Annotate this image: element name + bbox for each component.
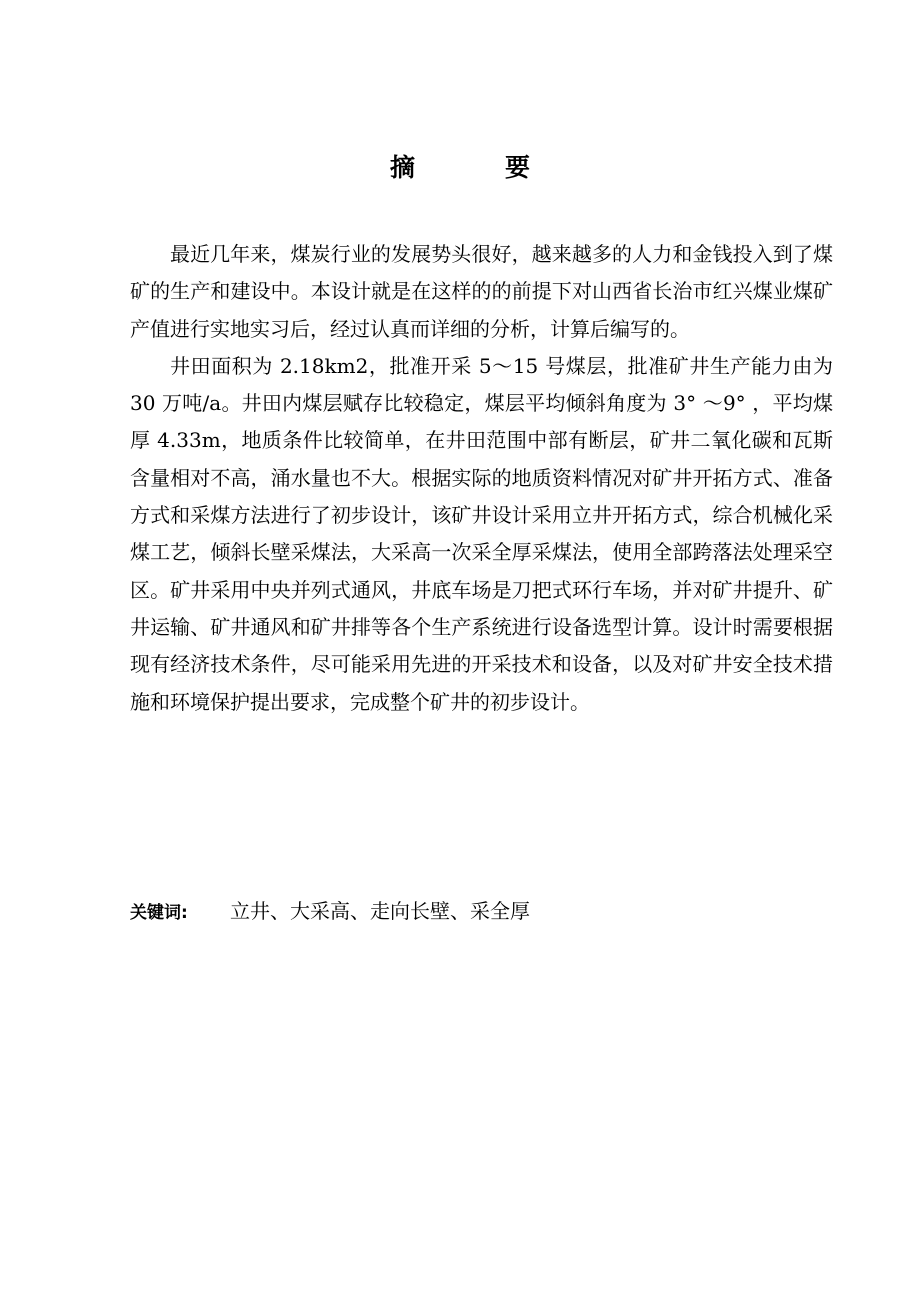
keywords-label: 关键词: <box>130 903 188 923</box>
abstract-title <box>0 150 920 186</box>
abstract-paragraph-2: 井田面积为 2.18km2，批准开采 5～15 号煤层，批准矿井生产能力由为 30 万吨/a。井田内煤层赋存比较稳定，煤层平均倾斜角度为 3° ～9° ，平均煤厚 4.33m，地质条件比较简单，在井田范围中部有断层，矿井二氧化碳和瓦斯含量相对不高，涌水量也不大。根据实际的地质资料情况对矿井开拓方式、准备方式和采煤方法进行了初步设计，该矿井设计采用立井开拓方式，综合机械化采煤工艺，倾斜长壁采煤法，大采高一次采全厚采煤法，使用全部跨落法处理采空区。矿井采用中央并列式通风，井底车场是刀把式环行车场，并对矿井提升、矿井运输、矿井通风和矿井排等各个生产系统进行设备选型计算。设计时需要根据现有经济技术条件，尽可能采用先进的开采技术和设备，以及对矿井安全技术措施和环境保护提出要求，完成整个矿井的初步设计。 <box>130 353 833 714</box>
abstract-body <box>130 236 833 721</box>
abstract-title-char-1: 摘 <box>389 153 415 182</box>
abstract-title-char-2: 要 <box>505 153 531 182</box>
keywords-line <box>130 893 833 931</box>
abstract-paragraph-1: 最近几年来，煤炭行业的发展势头很好，越来越多的人力和金钱投入到了煤矿的生产和建设中。本设计就是在这样的的前提下对山西省长治市红兴煤业煤矿产值进行实地实习后，经过认真而详细的分析，计算后编写的。 <box>130 242 833 341</box>
keywords-value: 立井、大采高、走向长壁、采全厚 <box>230 899 530 923</box>
